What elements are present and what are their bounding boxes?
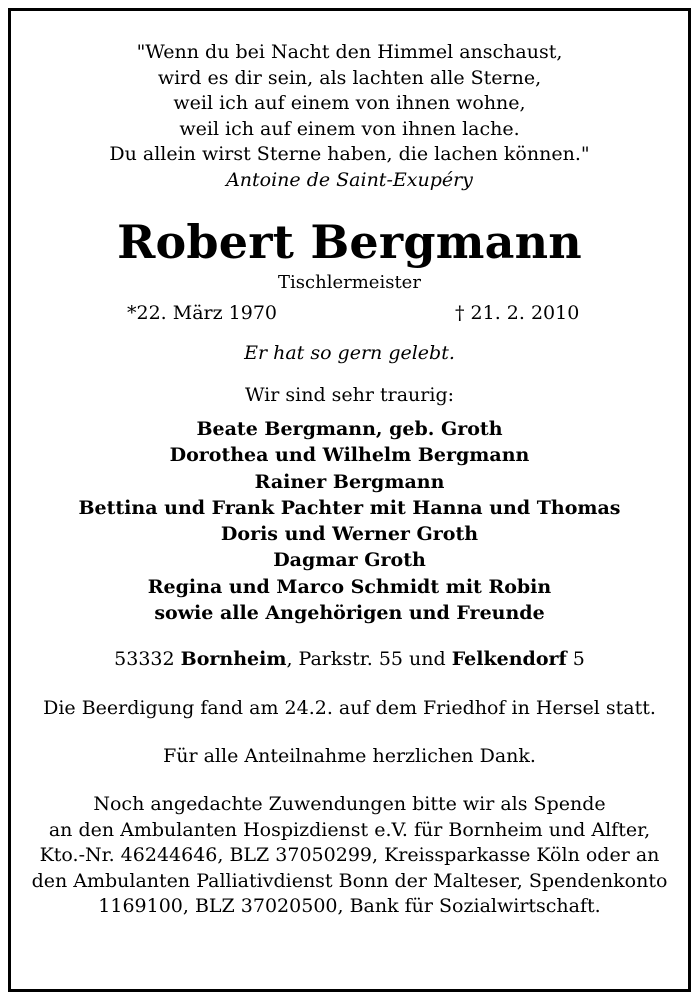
mourners-list — [11, 416, 688, 626]
quote-line: weil ich auf einem von ihnen wohne, — [173, 92, 526, 114]
death-date: † 21. 2. 2010 — [455, 302, 580, 324]
funeral-notice: Die Beerdigung fand am 24.2. auf dem Friedhof in Hersel statt. — [43, 697, 656, 720]
quote-line: "Wenn du bei Nacht den Himmel anschaust, — [136, 41, 563, 63]
obituary-frame — [8, 8, 691, 992]
deceased-profession: Tischlermeister — [278, 272, 421, 293]
donation-line: 1169100, BLZ 37020500, Bank für Sozialwirtschaft. — [98, 895, 601, 918]
quote-line: weil ich auf einem von ihnen lache. — [179, 117, 520, 140]
address-place2: Felkendorf — [451, 648, 567, 671]
donation-line: an den Ambulanten Hospizdienst e.V. für Bornheim und Alfter, — [48, 818, 651, 841]
quote-author: Antoine de Saint-Exupéry — [226, 168, 473, 191]
donation-note — [11, 792, 688, 920]
mourner-entry: Rainer Bergmann — [254, 470, 445, 493]
deceased-name: Robert Bergmann — [117, 215, 582, 269]
motto: Er hat so gern gelebt. — [244, 342, 455, 364]
address-city: Bornheim — [180, 648, 287, 671]
thanks-note: Für alle Anteilnahme herzlichen Dank. — [163, 745, 536, 768]
quote-line: Du allein wirst Sterne haben, die lachen können." — [109, 143, 590, 165]
address-street: , Parkstr. 55 und — [286, 648, 446, 671]
mourner-entry: Bettina und Frank Pachter mit Hanna und Thomas — [78, 496, 621, 519]
donation-line: Kto.-Nr. 46244646, BLZ 37050299, Kreissparkasse Köln oder an — [39, 844, 660, 867]
mourner-entry: Dagmar Groth — [273, 549, 426, 572]
quote-line: wird es dir sein, als lachten alle Sterne, — [157, 66, 542, 89]
address-zip: 53332 — [114, 648, 175, 671]
family-address — [11, 646, 688, 672]
mourner-entry: sowie alle Angehörigen und Freunde — [154, 602, 545, 625]
quote-block — [11, 40, 688, 193]
obituary-content — [11, 11, 688, 920]
address-number2: 5 — [572, 648, 585, 671]
birth-date: *22. März 1970 — [127, 302, 278, 324]
mourner-entry: Doris und Werner Groth — [220, 523, 479, 546]
donation-line: den Ambulanten Palliativdienst Bonn der Malteser, Spendenkonto — [31, 869, 668, 892]
mourner-entry: Dorothea und Wilhelm Bergmann — [169, 444, 530, 467]
mourners-intro: Wir sind sehr traurig: — [244, 384, 455, 406]
mourner-entry: Regina und Marco Schmidt mit Robin — [147, 575, 552, 598]
donation-line: Noch angedachte Zuwendungen bitte wir als Spende — [93, 793, 606, 816]
mourner-entry: Beate Bergmann, geb. Groth — [196, 418, 503, 440]
life-dates — [11, 302, 688, 330]
